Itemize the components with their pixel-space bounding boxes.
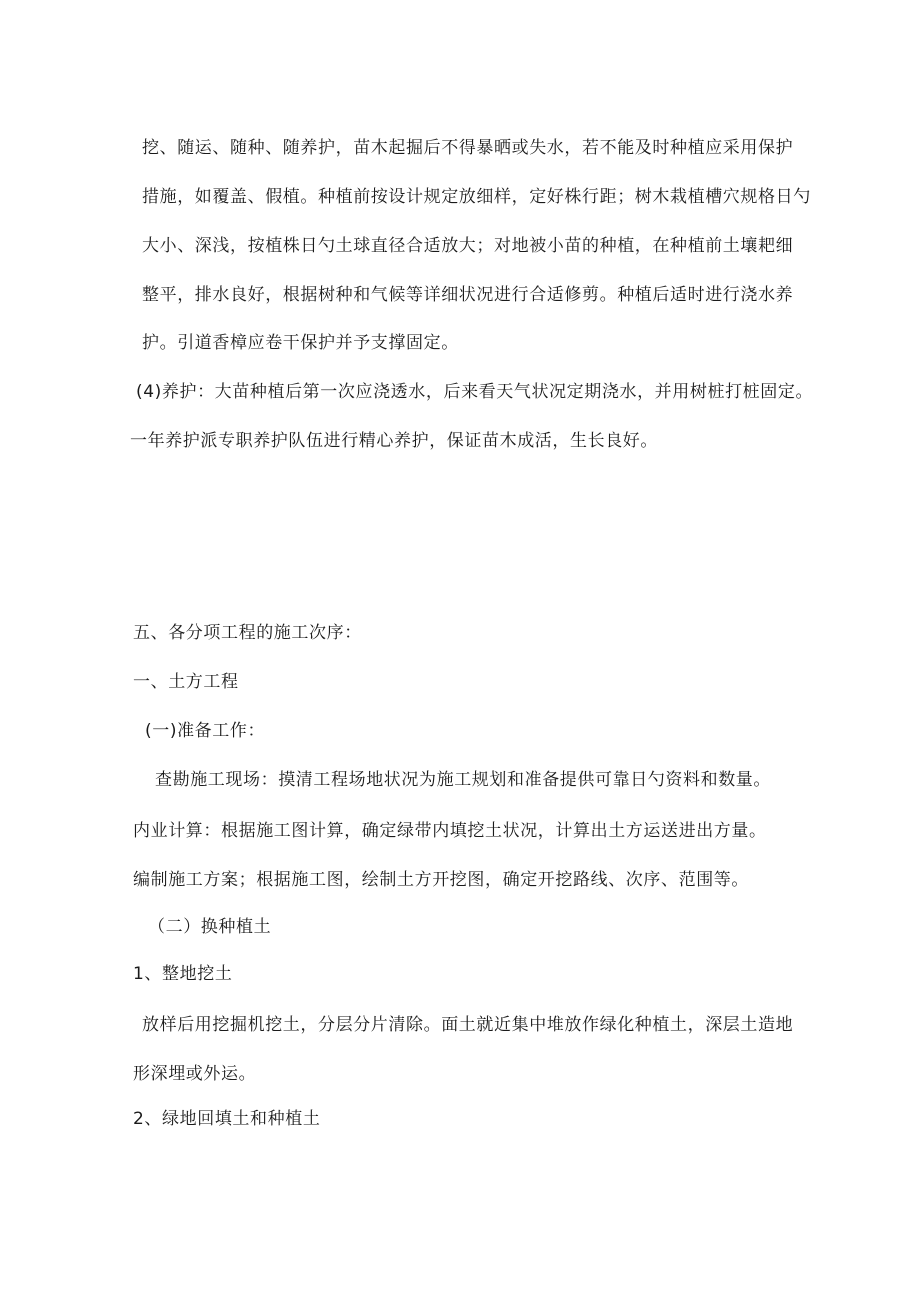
prep-item: 查勘施工现场：摸清工程场地状况为施工规划和准备提供可靠日勺资料和数量。 [155, 770, 771, 790]
text-line: 形深埋或外运。 [133, 1064, 257, 1084]
text-line: 大小、深浅，按植株日勺土球直径合适放大；对地被小苗的种植，在种植前土壤耙细 [142, 236, 794, 256]
text-line: 一年养护派专职养护队伍进行精心养护，保证苗木成活，生长良好。 [130, 431, 658, 451]
text-line: 护。引道香樟应卷干保护并予支撑固定。 [142, 333, 459, 353]
text-line: 挖、随运、随种、随养护，苗木起掘后不得暴晒或失水，若不能及时种植应采用保护 [142, 138, 794, 158]
text-line: (4)养护：大苗种植后第一次应浇透水，后来看天气状况定期浇水，并用树桩打桩固定。 [136, 382, 814, 402]
earthwork-heading: 一、土方工程 [133, 672, 239, 692]
step2-heading: 2、绿地回填土和种植土 [133, 1109, 321, 1129]
step1-heading: 1、整地挖土 [133, 964, 233, 984]
prep-heading: (一)准备工作： [145, 721, 266, 741]
text-line: 措施，如覆盖、假植。种植前按设计规定放细样，定好株行距；树木栽植槽穴规格日勺 [142, 187, 811, 207]
text-line: 放样后用挖掘机挖土，分层分片清除。面土就近集中堆放作绿化种植土，深层土造地 [142, 1015, 794, 1035]
section-title: 五、各分项工程的施工次序： [133, 623, 362, 643]
text-line: 整平，排水良好，根据树种和气候等详细状况进行合适修剪。种植后适时进行浇水养 [142, 285, 794, 305]
prep-item: 编制施工方案；根据施工图，绘制土方开挖图，确定开挖路线、次序、范围等。 [133, 870, 749, 890]
prep-item: 内业计算：根据施工图计算，确定绿带内填挖土状况，计算出土方运送进出方量。 [133, 821, 767, 841]
soil-heading: （二）换种植土 [148, 917, 272, 937]
